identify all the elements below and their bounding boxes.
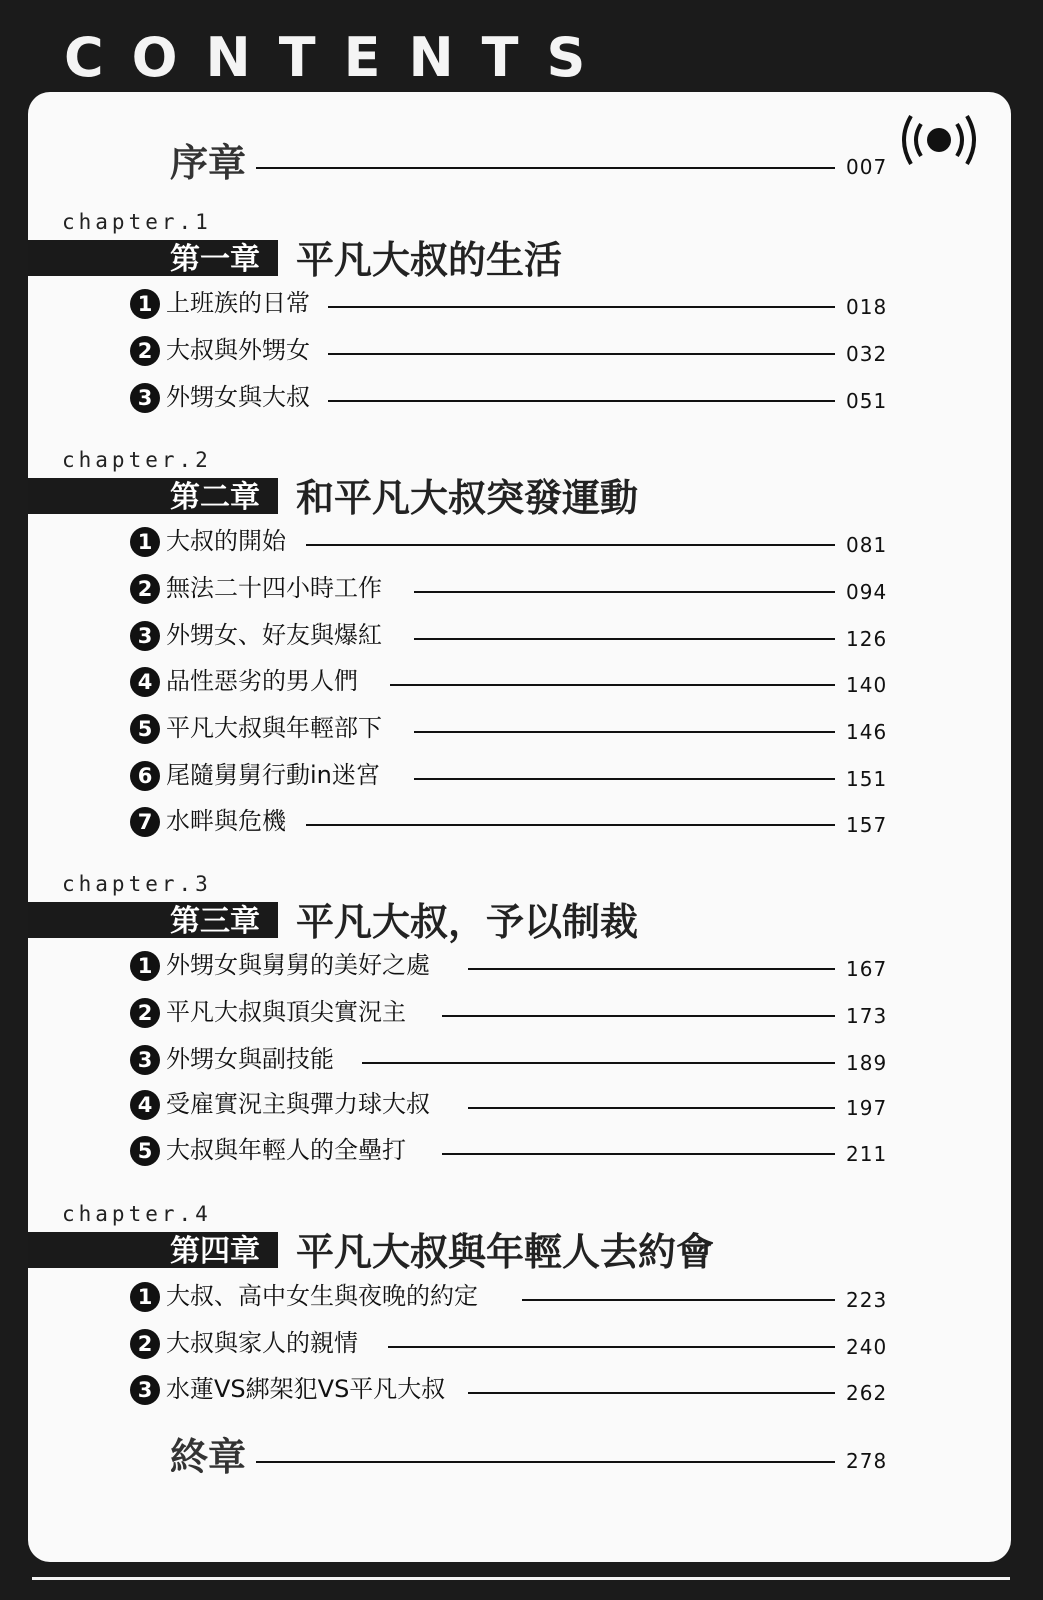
toc-entry-label: 平凡大叔與年輕部下 — [166, 714, 382, 742]
leader-line — [256, 167, 835, 169]
leader-line — [414, 591, 835, 593]
chapter-title: 和平凡大叔突發運動 — [296, 476, 639, 520]
toc-entry-page: 189 — [846, 1051, 888, 1075]
chapter-tag: chapter.3 — [62, 872, 212, 896]
leader-line — [414, 731, 835, 733]
toc-entry[interactable] — [0, 1131, 900, 1171]
chapter-title: 平凡大叔與年輕人去約會 — [296, 1230, 715, 1274]
broadcast-signal-icon — [893, 112, 985, 172]
toc-entry[interactable] — [0, 331, 900, 371]
toc-entry-label: 平凡大叔與頂尖實況主 — [166, 998, 406, 1026]
toc-entry-page: 151 — [846, 767, 888, 791]
chapter-heading-3 — [0, 872, 900, 952]
toc-entry-page: 018 — [846, 295, 888, 319]
toc-entry-label: 無法二十四小時工作 — [166, 574, 382, 602]
toc-entry-label: 大叔與家人的親情 — [166, 1329, 358, 1357]
leader-line — [306, 544, 835, 546]
entry-number-badge: 1 — [130, 289, 160, 319]
toc-entry-label: 外甥女、好友與爆紅 — [166, 621, 382, 649]
toc-entry[interactable] — [0, 284, 900, 324]
entry-number-badge: 3 — [130, 1045, 160, 1075]
leader-line — [328, 400, 835, 402]
chapter-tag: chapter.4 — [62, 1202, 212, 1226]
toc-entry[interactable] — [0, 1040, 900, 1080]
toc-entry-label: 受雇實況主與彈力球大叔 — [166, 1090, 430, 1118]
toc-entry-label: 大叔、高中女生與夜晚的約定 — [166, 1282, 478, 1310]
toc-entry-page: 157 — [846, 813, 888, 837]
toc-entry-label: 終章 — [170, 1435, 247, 1479]
toc-entry-label: 尾隨舅舅行動in迷宮 — [166, 761, 380, 789]
toc-entry[interactable] — [0, 1370, 900, 1410]
entry-number-badge: 3 — [130, 621, 160, 651]
toc-entry-label: 上班族的日常 — [166, 289, 310, 317]
entry-number-badge: 5 — [130, 1136, 160, 1166]
entry-number-badge: 1 — [130, 951, 160, 981]
entry-number-badge: 4 — [130, 667, 160, 697]
chapter-title: 平凡大叔的生活 — [296, 238, 563, 282]
toc-entry-label: 外甥女與副技能 — [166, 1045, 334, 1073]
leader-line — [442, 1015, 835, 1017]
chapter-number: 第二章 — [170, 480, 260, 515]
toc-entry-page: 197 — [846, 1096, 888, 1120]
bottom-rule — [32, 1577, 1010, 1580]
entry-number-badge: 5 — [130, 714, 160, 744]
toc-entry-page: 240 — [846, 1335, 888, 1359]
entry-number-badge: 2 — [130, 336, 160, 366]
toc-entry-page: 081 — [846, 533, 888, 557]
toc-entry-page: 140 — [846, 673, 888, 697]
leader-line — [256, 1461, 835, 1463]
toc-entry-epilogue[interactable] — [0, 1434, 900, 1484]
entry-number-badge: 2 — [130, 1329, 160, 1359]
toc-entry-label: 外甥女與大叔 — [166, 383, 310, 411]
entry-number-badge: 7 — [130, 807, 160, 837]
toc-entry[interactable] — [0, 993, 900, 1033]
toc-entry[interactable] — [0, 522, 900, 562]
leader-line — [328, 306, 835, 308]
toc-entry-page: 094 — [846, 580, 888, 604]
entry-number-badge: 3 — [130, 1375, 160, 1405]
chapter-heading-2 — [0, 448, 900, 528]
toc-entry-page: 051 — [846, 389, 888, 413]
chapter-tag: chapter.1 — [62, 210, 212, 234]
leader-line — [390, 684, 835, 686]
leader-line — [468, 1392, 835, 1394]
toc-entry-page: 007 — [846, 155, 888, 179]
chapter-heading-4 — [0, 1202, 900, 1282]
entry-number-badge: 4 — [130, 1090, 160, 1120]
toc-entry[interactable] — [0, 378, 900, 418]
toc-entry-page: 146 — [846, 720, 888, 744]
leader-line — [442, 1153, 835, 1155]
leader-line — [414, 638, 835, 640]
toc-entry[interactable] — [0, 1324, 900, 1364]
toc-entry-page: 278 — [846, 1449, 888, 1473]
toc-entry-page: 262 — [846, 1381, 888, 1405]
toc-entry-page: 167 — [846, 957, 888, 981]
chapter-tag: chapter.2 — [62, 448, 212, 472]
toc-entry-label: 外甥女與舅舅的美好之處 — [166, 951, 430, 979]
leader-line — [328, 353, 835, 355]
contents-title: CONTENTS — [64, 26, 614, 89]
leader-line — [468, 1107, 835, 1109]
toc-entry[interactable] — [0, 662, 900, 702]
toc-entry[interactable] — [0, 616, 900, 656]
entry-number-badge: 1 — [130, 527, 160, 557]
toc-entry[interactable] — [0, 802, 900, 842]
entry-number-badge: 2 — [130, 998, 160, 1028]
toc-entry[interactable] — [0, 756, 900, 796]
leader-line — [362, 1062, 835, 1064]
toc-entry[interactable] — [0, 946, 900, 986]
entry-number-badge: 3 — [130, 383, 160, 413]
toc-entry-prologue[interactable] — [0, 140, 900, 190]
toc-entry-label: 品性惡劣的男人們 — [166, 667, 358, 695]
chapter-heading-1 — [0, 210, 900, 290]
toc-entry-label: 水蓮VS綁架犯VS平凡大叔 — [166, 1375, 446, 1403]
toc-entry-page: 211 — [846, 1142, 888, 1166]
toc-entry[interactable] — [0, 569, 900, 609]
toc-entry-page: 223 — [846, 1288, 888, 1312]
toc-entry-label: 大叔與年輕人的全壘打 — [166, 1136, 406, 1164]
toc-entry[interactable] — [0, 709, 900, 749]
toc-entry[interactable] — [0, 1277, 900, 1317]
leader-line — [388, 1346, 835, 1348]
toc-entry-page: 173 — [846, 1004, 888, 1028]
chapter-title: 平凡大叔，予以制裁 — [296, 900, 639, 944]
chapter-number: 第一章 — [170, 242, 260, 277]
toc-entry-page: 126 — [846, 627, 888, 651]
leader-line — [522, 1299, 835, 1301]
leader-line — [468, 968, 835, 970]
toc-entry-label: 水畔與危機 — [166, 807, 286, 835]
toc-entry-label: 大叔的開始 — [166, 527, 286, 555]
toc-entry-label: 序章 — [170, 141, 247, 185]
leader-line — [306, 824, 835, 826]
toc-entry-label: 大叔與外甥女 — [166, 336, 310, 364]
toc-entry-page: 032 — [846, 342, 888, 366]
entry-number-badge: 1 — [130, 1282, 160, 1312]
entry-number-badge: 6 — [130, 761, 160, 791]
toc-entry[interactable] — [0, 1085, 900, 1125]
chapter-number: 第三章 — [170, 904, 260, 939]
leader-line — [414, 778, 835, 780]
chapter-number: 第四章 — [170, 1234, 260, 1269]
entry-number-badge: 2 — [130, 574, 160, 604]
